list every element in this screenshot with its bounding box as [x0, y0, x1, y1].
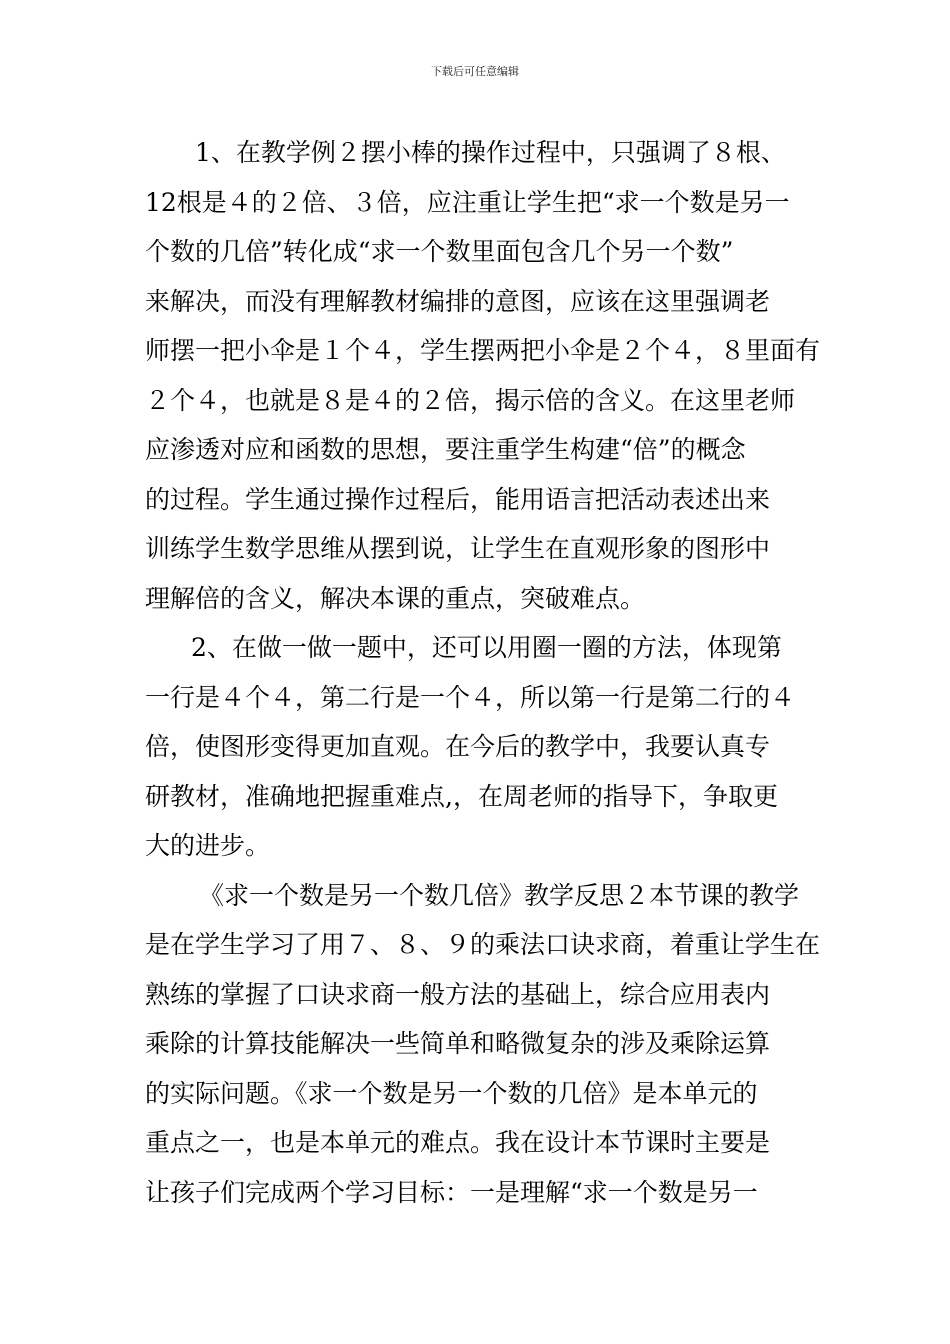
text-line: 是在学生学习了用７、８、９的乘法口诀求商，着重让学生在	[145, 930, 821, 959]
text-line: 的过程。学生通过操作过程后，能用语言把活动表述出来	[145, 484, 771, 514]
text-line: 大的进步。	[145, 831, 271, 860]
text-line: 来解决，而没有理解教材编排的意图，应该在这里强调老	[145, 286, 771, 316]
text-line: 1、在教学例２摆小棒的操作过程中，只强调了８根、	[195, 138, 786, 167]
text-line: 理解倍的含义，解决本课的重点，突破难点。	[145, 583, 646, 613]
text-line: 师摆一把小伞是１个４，学生摆两把小伞是２个４，８里面有	[145, 336, 821, 365]
text-line: 研教材，准确地把握重难点,，在周老师的指导下，争取更	[145, 781, 778, 811]
text-line: 熟练的掌握了口诀求商一般方法的基础上，综合应用表内	[145, 979, 771, 1009]
text-line: 一行是４个４，第二行是一个４，所以第一行是第二行的４	[145, 682, 796, 712]
text-line: 训练学生数学思维从摆到说，让学生在直观形象的图形中	[145, 534, 771, 563]
text-line: 《求一个数是另一个数几倍》教学反思２本节课的教学	[199, 880, 800, 910]
text-line: 让孩子们完成两个学习目标：一是理解“求一个数是另一	[145, 1177, 758, 1207]
text-line: 2、在做一做一题中，还可以用圈一圈的方法，体现第	[191, 633, 782, 662]
text-line: 12根是４的２倍、３倍，应注重让学生把“求一个数是另一	[145, 187, 790, 217]
text-line: 个数的几倍”转化成“求一个数里面包含几个另一个数”	[145, 237, 734, 266]
text-line: 倍，使图形变得更加直观。在今后的教学中，我要认真专	[145, 732, 771, 761]
text-line: 乘除的计算技能解决一些简单和略微复杂的涉及乘除运算	[145, 1029, 771, 1058]
text-line: 的实际问题。《求一个数是另一个数的几倍》是本单元的	[145, 1078, 758, 1108]
text-line: ２个４，也就是８是４的２倍，揭示倍的含义。在这里老师	[145, 385, 796, 415]
page-header-note: 下载后可任意编辑	[431, 65, 519, 78]
text-line: 重点之一，也是本单元的难点。我在设计本节课时主要是	[145, 1128, 771, 1157]
document-body	[145, 128, 825, 1217]
text-line: 应渗透对应和函数的思想，要注重学生构建“倍”的概念	[145, 435, 746, 464]
